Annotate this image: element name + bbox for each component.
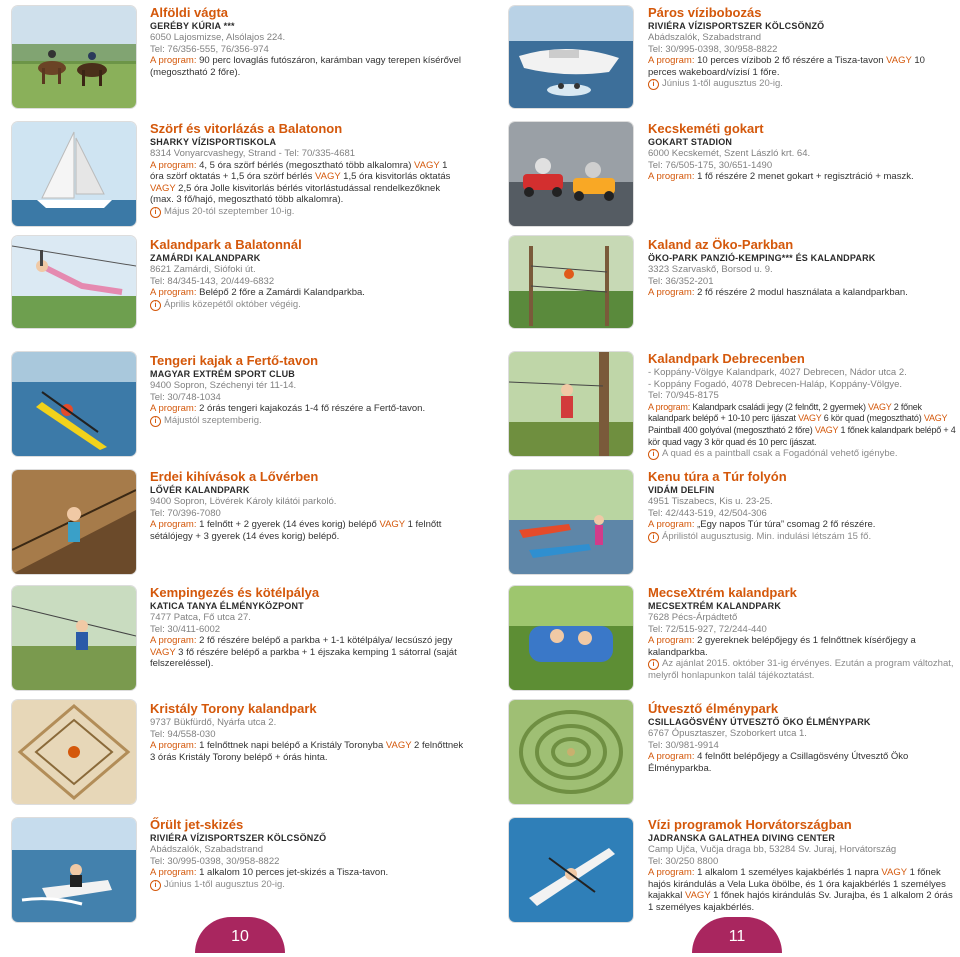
entry-program: A program: 10 perces vízibob 2 fő részére a Tisza-tavon VAGY 10 perces wakeboard/vízisí 1 főre.: [648, 55, 925, 78]
entry-address: 9400 Sopron, Széchenyi tér 11-14.: [150, 380, 297, 391]
entry-title: Kecskeméti gokart: [648, 121, 764, 136]
entry-alfoldi-vagta: [150, 5, 470, 78]
entry-address: Abádszalók, Szabadstrand: [648, 32, 762, 43]
info-icon: i: [150, 300, 161, 311]
entry-info: i A quad és a paintball csak a Fogadónál vehető igénybe.: [648, 448, 958, 460]
entry-company: MECSEXTRÉM KALANDPARK: [648, 601, 782, 611]
entry-info: i Június 1-től augusztus 20-ig.: [150, 879, 470, 891]
entry-address: 6767 Ópusztaszer, Szoborkert utca 1.: [648, 728, 807, 739]
entry-title: Útvesztő élménypark: [648, 701, 779, 716]
adventure-park-photo: [509, 236, 633, 328]
entry-title: Alföldi vágta: [150, 5, 229, 20]
entry-address: Camp Ujča, Vučja draga bb, 53284 Sv. Juraj, Horvátország: [648, 844, 897, 855]
info-icon: i: [150, 880, 161, 891]
entry-phone: Tel: 30/411-6002: [150, 623, 221, 635]
entry-company: ÖKO-PARK PANZIÓ-KEMPING*** ÉS KALANDPARK: [648, 253, 876, 263]
entry-phone: Tel: 30/748-1034: [150, 391, 221, 403]
entry-title: Páros vízibobozás: [648, 5, 762, 20]
entry-phone: Tel: 30/981-9914: [648, 739, 719, 751]
entry-title: Kalandpark Debrecenben: [648, 351, 805, 366]
entry-address: - Koppány-Völgye Kalandpark, 4027 Debrecen, Nádor utca 2.: [648, 367, 907, 378]
page-number-left: 10: [195, 917, 285, 953]
entry-program: A program: 1 felnőttnek napi belépő a Kristály Toronyba VAGY 2 felnőttnek 3 órás Kristály Torony belépő + órás hinta.: [150, 740, 464, 763]
entry-program: A program: 1 fő részére 2 menet gokart + regisztráció + maszk.: [648, 171, 914, 183]
entry-address: 9737 Bükfürdő, Nyárfa utca 2.: [150, 717, 277, 728]
info-icon: i: [150, 416, 161, 427]
entry-program: A program: 90 perc lovaglás futószáron, karámban vagy terepen kísérővel (megosztható 2 főre).: [150, 55, 462, 78]
entry-title: Kristály Torony kalandpark: [150, 701, 317, 716]
entry-mecsextrem: [648, 585, 958, 682]
entry-company: GERÉBY KÚRIA ***: [150, 21, 235, 31]
info-icon: i: [648, 449, 659, 460]
entry-kempingezes: [150, 585, 460, 670]
info-icon: i: [648, 659, 659, 670]
sea-kayak-photo: [509, 818, 633, 922]
entry-address: 7628 Pécs-Árpádtető: [648, 612, 738, 623]
entry-program: A program: 1 alkalom 1 személyes kajakbérlés 1 napra VAGY 1 főnek hajós kirándulás a Vela Luka öbölbe, és 1 óra kajakbérlés 1 személyes kajakkal VAGY 1 főnek hajós kirándulás Sv. Jurajba, és 1 alkalom 2 órás 1 személyes kajakbérlés.: [648, 867, 953, 913]
entry-program: A program: 1 alkalom 10 perces jet-skizés a Tisza-tavon.: [150, 867, 389, 879]
entry-address-2: - Koppány Fogadó, 4078 Debrecen-Haláp, Koppány-Völgye.: [648, 378, 903, 390]
info-icon: i: [648, 79, 659, 90]
entry-address: 8314 Vonyarcvashegy, Strand - Tel: 70/335-4681: [150, 148, 356, 159]
entry-kalandpark-debrecen: [648, 351, 958, 460]
entry-phone: Tel: 30/995-0398, 30/958-8822: [150, 855, 280, 867]
entry-phone: Tel: 76/356-555, 76/356-974: [150, 43, 269, 55]
entry-phone: Tel: 72/515-927, 72/244-440: [648, 623, 767, 635]
entry-company: JADRANSKA GALATHEA DIVING CENTER: [648, 833, 836, 843]
entry-address: 7477 Patca, Fő utca 27.: [150, 612, 251, 623]
entry-company: ZAMÁRDI KALANDPARK: [150, 253, 261, 263]
entry-title: MecseXtrém kalandpark: [648, 585, 797, 600]
entry-title: Vízi programok Horvátországban: [648, 817, 852, 832]
entry-address: 6050 Lajosmizse, Alsólajos 224.: [150, 32, 286, 43]
entry-phone: Tel: 30/995-0398, 30/958-8822: [648, 43, 778, 55]
entry-erdei-kihivasok: [150, 469, 470, 542]
entry-utveszto: [648, 701, 958, 774]
entry-address: 9400 Sopron, Lövérek Károly kilátói parkoló.: [150, 496, 337, 507]
entry-kecskemeti-gokart: [648, 121, 956, 183]
entry-company: RIVIÉRA VÍZISPORTSZER KÖLCSÖNZŐ: [150, 833, 327, 843]
info-icon: i: [150, 207, 161, 218]
entry-orult-jetskizes: [150, 817, 470, 891]
entry-phone: Tel: 30/250 8800: [648, 855, 719, 867]
maze-photo: [509, 700, 633, 804]
entry-program: A program: 4, 5 óra szörf bérlés (megosztható több alkalomra) VAGY 1 óra szörf oktatás + 1,5 óra szörf bérlés VAGY 1,5 óra kisvitorlás oktatás VAGY 2,5 óra Jolle kisvitorlás bérlés vitorlástudással rendelkezőknek (max. 3 fő/hajó, megosztható több alkalomra).: [150, 159, 451, 206]
canoe-photo: [509, 470, 633, 574]
camping-rope-photo: [12, 586, 136, 690]
entry-phone: Tel: 36/352-201: [648, 275, 714, 287]
entry-address: 8621 Zamárdi, Siófoki út.: [150, 264, 256, 275]
entry-company: KATICA TANYA ÉLMÉNYKÖZPONT: [150, 601, 304, 611]
entry-company: RIVIÉRA VÍZISPORTSZER KÖLCSÖNZŐ: [648, 21, 825, 31]
entry-title: Kalandpark a Balatonnál: [150, 237, 302, 252]
gokart-photo: [509, 122, 633, 226]
entry-program: A program: Kalandpark családi jegy (2 felnőtt, 2 gyermek) VAGY 2 főnek kalandpark belépő + 10-10 perc íjászat VAGY 6 kör quad (megosztható) VAGY Paintball 400 golyóval (megosztható 2 főre) VAGY 1 főnek kalandpark belépő + 4 kör quad vagy 3 kör quad és 10 perc íjászat.: [648, 401, 956, 447]
entry-info: i Június 1-től augusztus 20-ig.: [648, 78, 956, 90]
entry-tengeri-kajak: [150, 353, 470, 427]
entry-kalandpark-balaton: [150, 237, 460, 311]
jetski-photo: [12, 818, 136, 922]
entry-company: SHARKY VÍZISPORTISKOLA: [150, 137, 277, 147]
entry-program: A program: 2 fő részére belépő a parkba + 1-1 kötélpálya/ lecsúszó jegy VAGY 3 fő részére belépő a parkba + 1 éjszaka kemping 1 sátorral (saját felszereléssel).: [150, 635, 457, 670]
rope-course-photo: [509, 352, 633, 456]
entry-info: i Májustól szeptemberig.: [150, 415, 470, 427]
entry-company: MAGYAR EXTRÉM SPORT CLUB: [150, 369, 295, 379]
entry-program: A program: „Egy napos Túr túra” csomag 2 fő részére.: [648, 519, 876, 531]
entry-company: CSILLAGÖSVÉNY ÚTVESZTŐ ÖKO ÉLMÉNYPARK: [648, 717, 871, 727]
entry-title: Szörf és vitorlázás a Balatonon: [150, 121, 343, 136]
entry-phone: Tel: 42/443-519, 42/504-306: [648, 507, 767, 519]
entry-info: i Áprilistól augusztusig. Min. indulási létszám 15 fő.: [648, 531, 956, 543]
entry-phone: Tel: 84/345-143, 20/449-6832: [150, 275, 275, 287]
entry-kristaly-torony: [150, 701, 470, 763]
entry-program: A program: 2 fő részére 2 modul használata a kalandparkban.: [648, 287, 908, 299]
sailing-photo: [12, 122, 136, 226]
entry-title: Tengeri kajak a Fertő-tavon: [150, 353, 319, 368]
entry-program: A program: Belépő 2 főre a Zamárdi Kalandparkba.: [150, 287, 365, 299]
entry-phone: Tel: 94/558-030: [150, 728, 216, 740]
water-bob-photo: [509, 6, 633, 108]
kayak-photo: [12, 352, 136, 456]
entry-address: Abádszalók, Szabadstrand: [150, 844, 264, 855]
entry-title: Őrült jet-skizés: [150, 817, 244, 832]
forest-challenge-photo: [12, 470, 136, 574]
entry-info: i Az ajánlat 2015. október 31-ig érvényes. Ezután a program változhat, melyről honlapunkon talál tájékoztatást.: [648, 658, 954, 682]
entry-phone: Tel: 70/945-8175: [648, 390, 719, 402]
page-number-right: 11: [692, 917, 782, 953]
entry-info: i Április közepétől október végéig.: [150, 299, 460, 311]
entry-phone: Tel: 76/505-175, 30/651-1490: [648, 159, 773, 171]
entry-company: GOKART STADION: [648, 137, 733, 147]
tubing-photo: [509, 586, 633, 690]
entry-program: A program: 1 felnőtt + 2 gyerek (14 éves korig) belépő VAGY 1 felnőtt sétálójegy + 3 gyerek (14 éves korig) belépő.: [150, 519, 442, 542]
entry-program: A program: 2 gyereknek belépőjegy és 1 felnőttnek kísérőjegy a kalandparkba.: [648, 635, 916, 658]
zipline-photo: [12, 236, 136, 328]
entry-company: LŐVÉR KALANDPARK: [150, 485, 250, 495]
entry-program: A program: 4 felnőtt belépőjegy a Csillagösvény Útvesztő Öko Élményparkba.: [648, 751, 909, 774]
entry-info: i Május 20-tól szeptember 10-ig.: [150, 206, 460, 218]
entry-kaland-oko-park: [648, 237, 956, 299]
entry-title: Kenu túra a Túr folyón: [648, 469, 787, 484]
entry-vizi-programok: [648, 817, 958, 914]
horse-riding-photo: [12, 6, 136, 108]
entry-address: 4951 Tiszabecs, Kis u. 23-25.: [648, 496, 773, 507]
entry-szorf-vitorlazas: [150, 121, 460, 218]
entry-company: VIDÁM DELFIN: [648, 485, 715, 495]
entry-paros-vizibobozas: [648, 5, 956, 90]
entry-address: 3323 Szarvaskő, Borsod u. 9.: [648, 264, 773, 275]
entry-kenu-tura: [648, 469, 956, 543]
entry-phone: Tel: 70/396-7080: [150, 507, 221, 519]
crystal-tower-photo: [12, 700, 136, 804]
entry-title: Kaland az Öko-Parkban: [648, 237, 794, 252]
entry-title: Erdei kihívások a Lővérben: [150, 469, 319, 484]
info-icon: i: [648, 532, 659, 543]
entry-address: 6000 Kecskemét, Szent László krt. 64.: [648, 148, 811, 159]
entry-title: Kempingezés és kötélpálya: [150, 585, 320, 600]
entry-program: A program: 2 órás tengeri kajakozás 1-4 fő részére a Fertő-tavon.: [150, 403, 426, 415]
